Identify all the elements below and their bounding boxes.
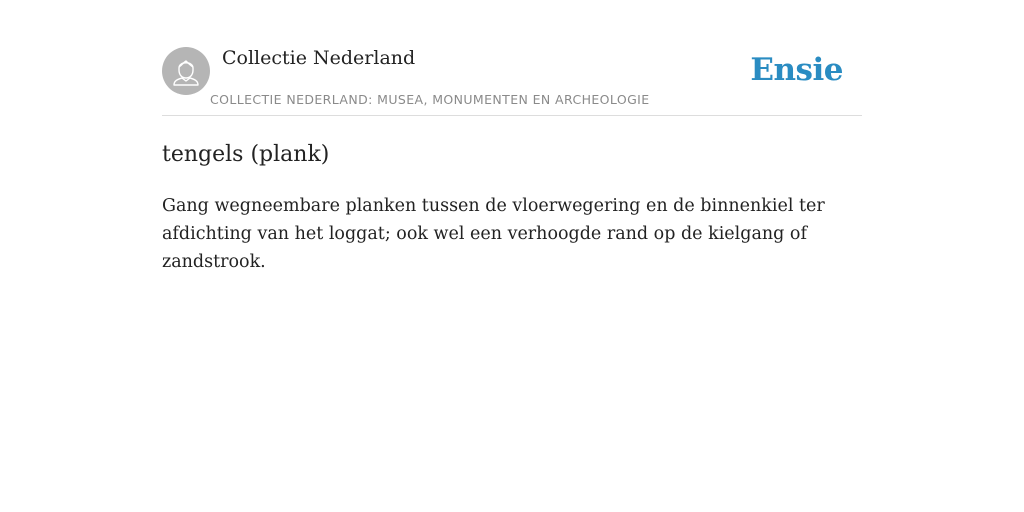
author-name[interactable]: Collectie Nederland xyxy=(222,47,416,69)
author-avatar[interactable] xyxy=(162,47,210,95)
entry-term: tengels (plank) xyxy=(162,142,330,167)
author-subtitle: COLLECTIE NEDERLAND: MUSEA, MONUMENTEN EN ARCHEOLOGIE xyxy=(210,92,650,107)
ensie-logo[interactable]: Ensie xyxy=(750,52,843,88)
entry-definition: Gang wegneembare planken tussen de vloerwegering en de binnenkiel ter afdichting van het loggat; ook wel een verhoogde rand op de kielgang of zandstrook. xyxy=(162,196,825,272)
entry-header xyxy=(162,0,862,116)
user-silhouette-icon xyxy=(162,47,210,95)
entry-card xyxy=(162,0,862,272)
